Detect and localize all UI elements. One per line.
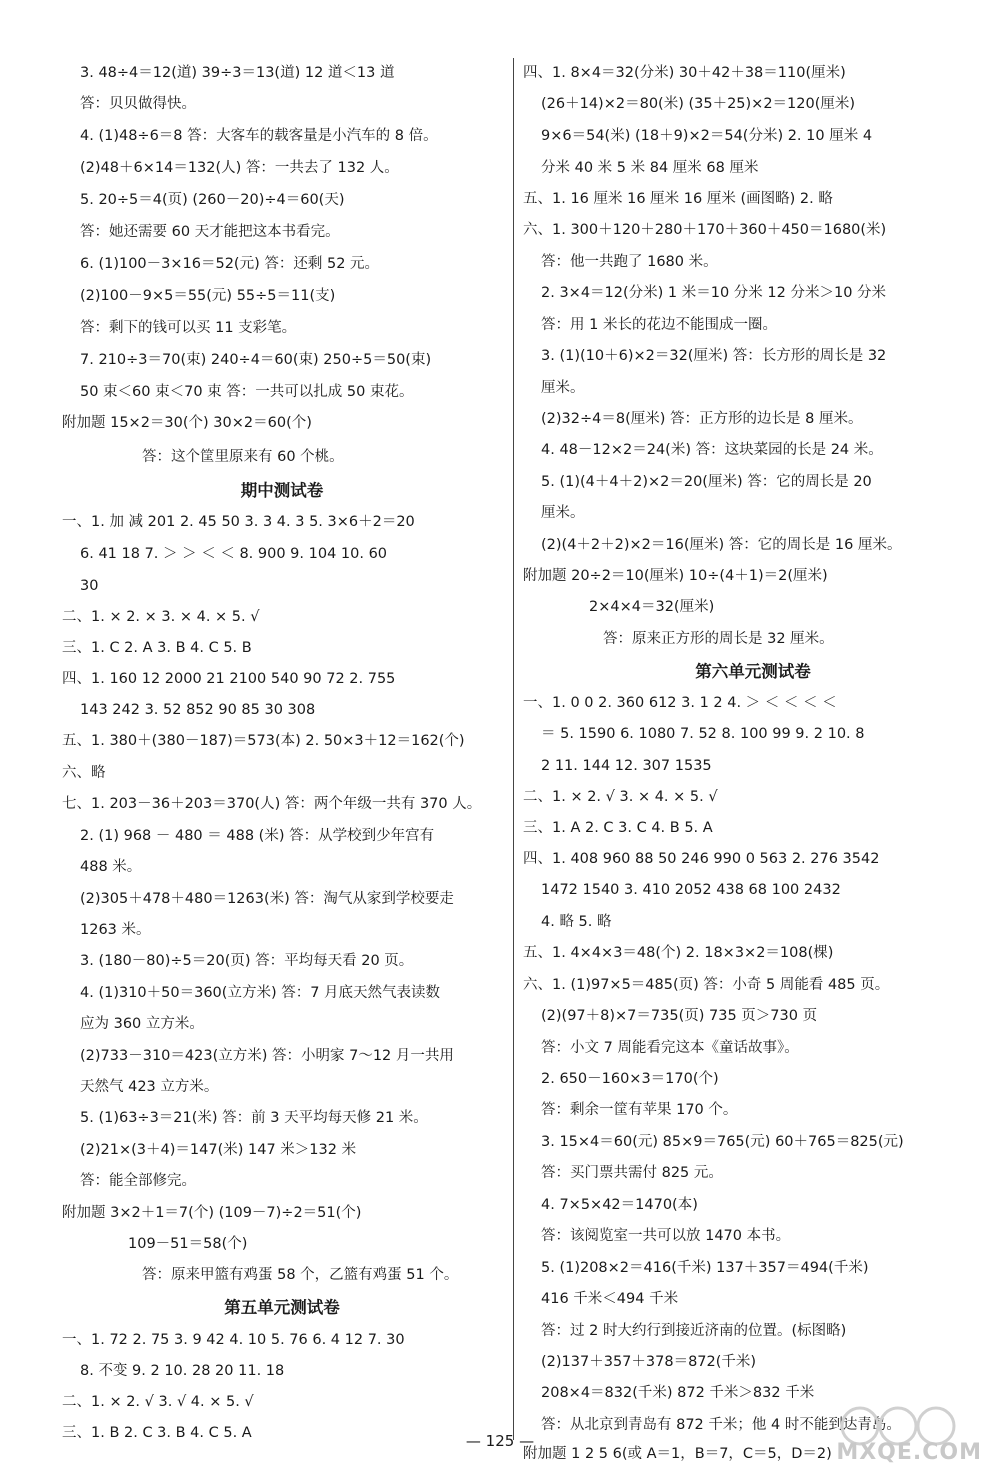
answer-line: 答：能全部修完。 xyxy=(80,1173,196,1189)
answer-line: 五、1. 4×4×3＝48(个) 2. 18×3×2＝108(棵) xyxy=(523,945,834,961)
answer-line: 答：她还需要 60 天才能把这本书看完。 xyxy=(80,224,340,240)
answer-line: 一、1. 0 0 2. 360 612 3. 1 2 4. ＞ ＜ ＜ ＜ ＜ xyxy=(523,695,837,711)
answer-line: 天然气 423 立方米。 xyxy=(80,1079,219,1095)
answer-line: (2)(4＋2＋2)×2＝16(厘米) 答：它的周长是 16 厘米。 xyxy=(541,537,902,553)
answer-line: 488 米。 xyxy=(80,859,142,875)
answer-line: 答：剩下的钱可以买 11 支彩笔。 xyxy=(80,320,297,336)
answer-line: 2 11. 144 12. 307 1535 xyxy=(541,758,712,774)
page-number: — 125 — xyxy=(465,1432,535,1450)
answer-line: 答：小文 7 周能看完这本《童话故事》。 xyxy=(541,1040,799,1056)
answer-line: 7. 210÷3＝70(束) 240÷4＝60(束) 250÷5＝50(束) xyxy=(80,352,432,368)
answer-line: 答：过 2 时大约行到接近济南的位置。(标图略) xyxy=(541,1323,847,1339)
answer-line: (2)48＋6×14＝132(人) 答：一共去了 132 人。 xyxy=(80,160,399,176)
answer-line: 5. (1)63÷3＝21(米) 答：前 3 天平均每天修 21 米。 xyxy=(80,1110,428,1126)
answer-line: (2)21×(3＋4)＝147(米) 147 米＞132 米 xyxy=(80,1142,357,1158)
answer-line: 附加题 3×2＋1＝7(个) (109－7)÷2＝51(个) xyxy=(62,1205,362,1221)
section-title: 第六单元测试卷 xyxy=(695,662,811,681)
column-divider xyxy=(513,58,514,1440)
section-title: 期中测试卷 xyxy=(240,481,324,500)
answer-line: 三、1. C 2. A 3. B 4. C 5. B xyxy=(62,640,252,656)
answer-line: 6. (1)100－3×16＝52(元) 答：还剩 52 元。 xyxy=(80,256,380,272)
answer-line: 答：从北京到青岛有 872 千米；他 4 时不能到达青岛。 xyxy=(541,1417,901,1433)
answer-line: 6. 41 18 7. ＞ ＞ ＜ ＜ 8. 900 9. 104 10. 60 xyxy=(80,546,388,562)
answer-line: 答：用 1 米长的花边不能围成一圈。 xyxy=(541,317,777,333)
answer-line: 四、1. 160 12 2000 21 2100 540 90 72 2. 755 xyxy=(62,671,396,687)
answer-line: 3. (1)(10＋6)×2＝32(厘米) 答：长方形的周长是 32 xyxy=(541,348,887,364)
watermark-text: MXQE.COM xyxy=(836,1440,982,1465)
answer-line: 143 242 3. 52 852 90 85 30 308 xyxy=(80,702,316,718)
answer-line: 416 千米＜494 千米 xyxy=(541,1291,679,1307)
answer-line: 附加题 1 2 5 6(或 A＝1，B＝7，C＝5，D＝2) xyxy=(523,1446,832,1462)
answer-line: (2)(97＋8)×7＝735(页) 735 页＞730 页 xyxy=(541,1008,818,1024)
answer-line: 二、1. × 2. √ 3. √ 4. × 5. √ xyxy=(62,1394,254,1410)
answer-line: 8. 不变 9. 2 10. 28 20 11. 18 xyxy=(80,1363,285,1379)
answer-line: 六、1. (1)97×5＝485(页) 答：小奇 5 周能看 485 页。 xyxy=(523,977,890,993)
answer-line: 答：剩余一筐有苹果 170 个。 xyxy=(541,1102,738,1118)
answer-line: 4. 48－12×2＝24(米) 答：这块菜园的长是 24 米。 xyxy=(541,442,883,458)
answer-line: 5. (1)(4＋4＋2)×2＝20(厘米) 答：它的周长是 20 xyxy=(541,474,872,490)
answer-line: (2)137＋357＋378＝872(千米) xyxy=(541,1354,757,1370)
answer-line: 一、1. 加 减 201 2. 45 50 3. 3 4. 3 5. 3×6＋2＝20 xyxy=(62,514,415,530)
answer-line: ＝ 5. 1590 6. 1080 7. 52 8. 100 99 9. 2 10. 8 xyxy=(541,726,865,742)
answer-line: 答：该阅览室一共可以放 1470 本书。 xyxy=(541,1228,791,1244)
answer-line: 答：这个筐里原来有 60 个桃。 xyxy=(142,449,344,465)
answer-line: 9×6＝54(米) (18＋9)×2＝54(分米) 2. 10 厘米 4 xyxy=(541,128,873,144)
answer-line: 5. 20÷5＝4(页) (260－20)÷4＝60(天) xyxy=(80,192,345,208)
answer-line: (2)32÷4＝8(厘米) 答：正方形的边长是 8 厘米。 xyxy=(541,411,863,427)
answer-line: 109－51＝58(个) xyxy=(128,1236,248,1252)
answer-line: 答：他一共跑了 1680 米。 xyxy=(541,254,718,270)
answer-line: 答：买门票共需付 825 元。 xyxy=(541,1165,723,1181)
answer-line: 2×4×4＝32(厘米) xyxy=(589,599,715,615)
answer-line: 一、1. 72 2. 75 3. 9 42 4. 10 5. 76 6. 4 12 7. 30 xyxy=(62,1332,405,1348)
answer-line: 30 xyxy=(80,578,99,594)
answer-line: (2)305＋478＋480＝1263(米) 答：淘气从家到学校要走 xyxy=(80,891,454,907)
answer-line: 4. (1)310＋50＝360(立方米) 答：7 月底天然气表读数 xyxy=(80,985,441,1001)
answer-line: 3. (180－80)÷5＝20(页) 答：平均每天看 20 页。 xyxy=(80,953,414,969)
answer-line: 2. 3×4＝12(分米) 1 米＝10 分米 12 分米＞10 分米 xyxy=(541,285,887,301)
answer-line: 六、略 xyxy=(62,765,106,781)
answer-line: 3. 15×4＝60(元) 85×9＝765(元) 60＋765＝825(元) xyxy=(541,1134,904,1150)
answer-line: 分米 40 米 5 米 84 厘米 68 厘米 xyxy=(541,160,759,176)
answer-line: 3. 48÷4＝12(道) 39÷3＝13(道) 12 道＜13 道 xyxy=(80,65,395,81)
answer-line: 厘米。 xyxy=(541,380,585,396)
answer-line: 四、1. 8×4＝32(分米) 30＋42＋38＝110(厘米) xyxy=(523,65,846,81)
answer-line: 4. 略 5. 略 xyxy=(541,914,612,930)
answer-line: 答：原来正方形的周长是 32 厘米。 xyxy=(603,631,834,647)
answer-line: 三、1. A 2. C 3. C 4. B 5. A xyxy=(523,820,713,836)
answer-line: 七、1. 203－36＋203＝370(人) 答：两个年级一共有 370 人。 xyxy=(62,796,482,812)
answer-line: 4. 7×5×42＝1470(本) xyxy=(541,1197,698,1213)
answer-line: 2. (1) 968 － 480 ＝ 488 (米) 答：从学校到少年宫有 xyxy=(80,828,435,844)
answer-line: 二、1. × 2. √ 3. × 4. × 5. √ xyxy=(523,789,718,805)
answer-line: 六、1. 300＋120＋280＋170＋360＋450＝1680(米) xyxy=(523,222,887,238)
answer-line: 四、1. 408 960 88 50 246 990 0 563 2. 276 3542 xyxy=(523,851,880,867)
answer-line: 厘米。 xyxy=(541,505,585,521)
answer-line: 208×4＝832(千米) 872 千米＞832 千米 xyxy=(541,1385,815,1401)
answer-line: 二、1. × 2. × 3. × 4. × 5. √ xyxy=(62,609,260,625)
answer-line: 三、1. B 2. C 3. B 4. C 5. A xyxy=(62,1425,252,1441)
answer-line: 1472 1540 3. 410 2052 438 68 100 2432 xyxy=(541,882,841,898)
answer-line: (2)100－9×5＝55(元) 55÷5＝11(支) xyxy=(80,288,336,304)
answer-line: (2)733－310＝423(立方米) 答：小明家 7～12 月一共用 xyxy=(80,1048,454,1064)
answer-line: 1263 米。 xyxy=(80,922,151,938)
answer-line: 5. (1)208×2＝416(千米) 137＋357＝494(千米) xyxy=(541,1260,869,1276)
answer-line: 五、1. 380＋(380－187)＝573(本) 2. 50×3＋12＝162(个) xyxy=(62,733,465,749)
answer-line: 50 束＜60 束＜70 束 答：一共可以扎成 50 束花。 xyxy=(80,384,414,400)
answer-line: 4. (1)48÷6＝8 答：大客车的载客量是小汽车的 8 倍。 xyxy=(80,128,438,144)
answer-line: 附加题 15×2＝30(个) 30×2＝60(个) xyxy=(62,415,312,431)
answer-line: (26＋14)×2＝80(米) (35＋25)×2＝120(厘米) xyxy=(541,96,856,112)
answer-line: 2. 650－160×3＝170(个) xyxy=(541,1071,719,1087)
answer-line: 五、1. 16 厘米 16 厘米 16 厘米 (画图略) 2. 略 xyxy=(523,191,833,207)
section-title: 第五单元测试卷 xyxy=(224,1298,340,1317)
answer-line: 答：贝贝做得快。 xyxy=(80,96,196,112)
answer-line: 附加题 20÷2＝10(厘米) 10÷(4＋1)＝2(厘米) xyxy=(523,568,828,584)
answer-line: 应为 360 立方米。 xyxy=(80,1016,204,1032)
answer-line: 答：原来甲篮有鸡蛋 58 个，乙篮有鸡蛋 51 个。 xyxy=(142,1267,459,1283)
